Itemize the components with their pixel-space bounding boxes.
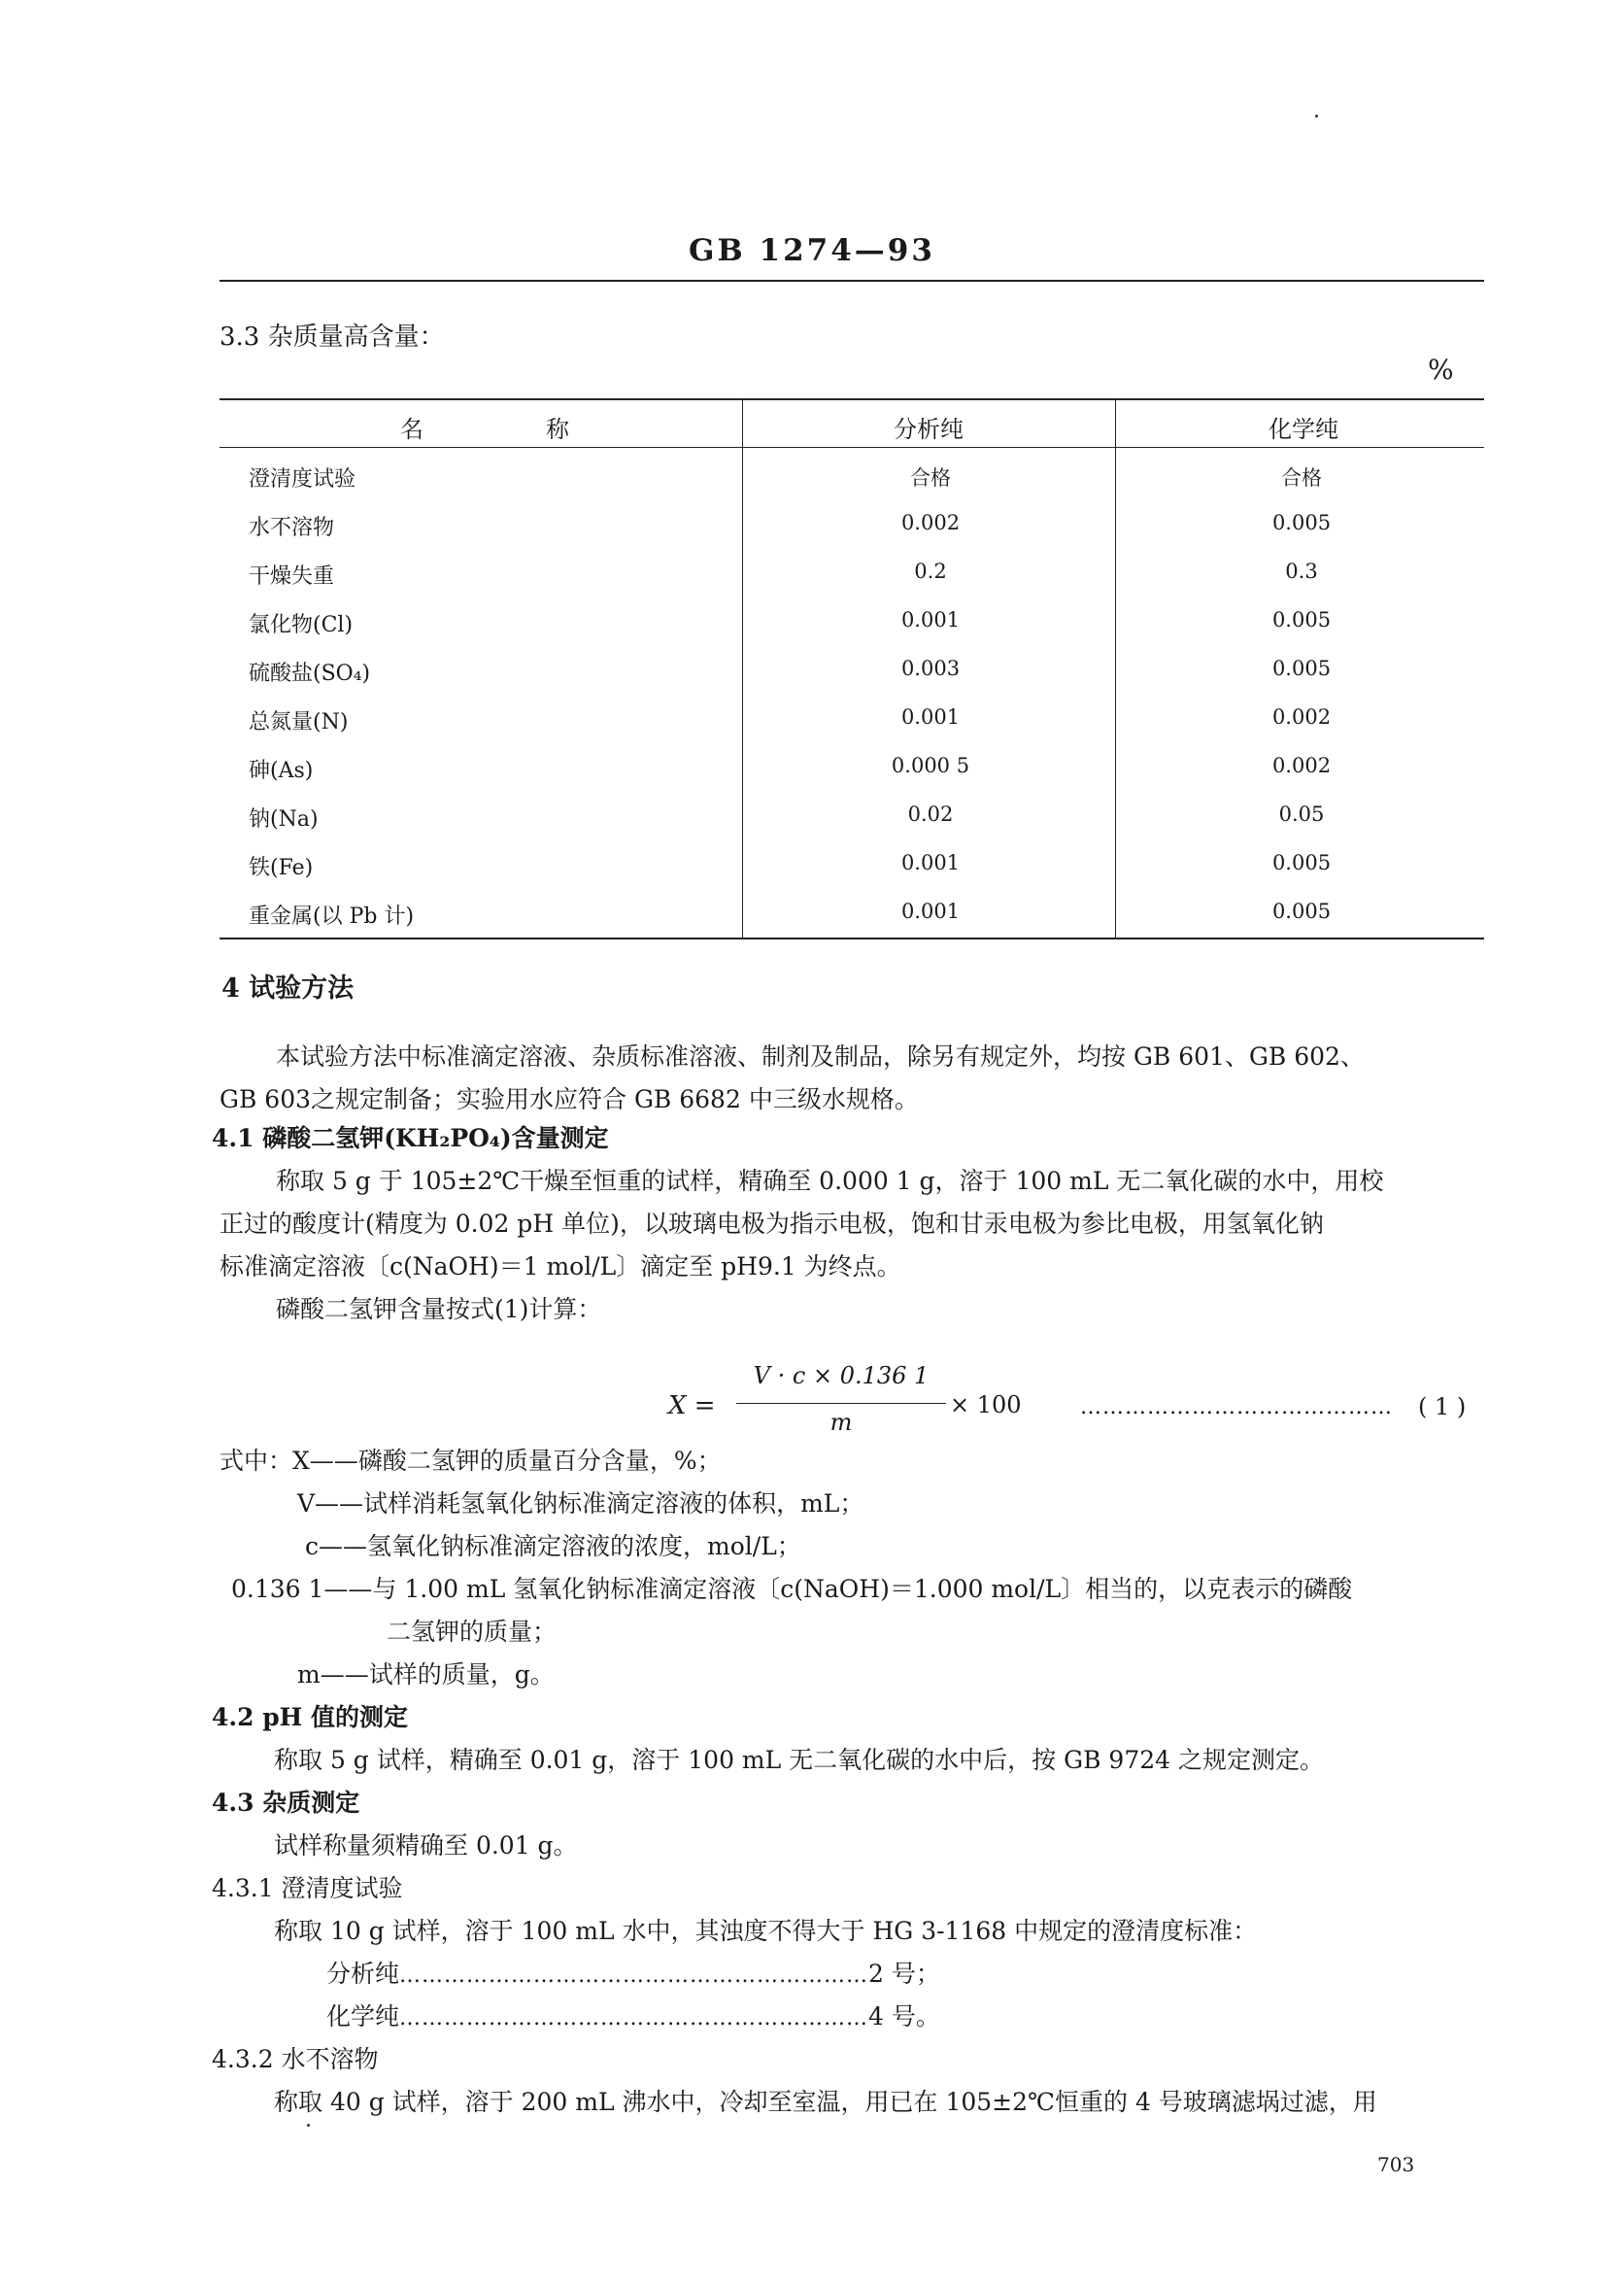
table-cell-name: 总氮量(N): [249, 710, 349, 734]
section-4-1-line-2: 正过的酸度计(精度为 0.02 pH 单位)，以玻璃电极为指示电极，饱和甘汞电极为参比电极，用氢氧化钠: [220, 1210, 1324, 1238]
section-4-3-2-line-1: 称取 40 g 试样，溶于 200 mL 沸水中，冷却至室温，用已在 105±2℃恒重的 4 号玻璃滤埚过滤，用: [274, 2088, 1377, 2116]
table-cell-ar: 0.001: [900, 900, 961, 923]
section-4-title: 4 试验方法: [221, 973, 355, 1004]
clarity-grade-label: 分析纯: [326, 1960, 400, 1988]
clarity-grade-label: 化学纯: [326, 2002, 400, 2031]
table-cell-cp: 0.002: [1271, 754, 1332, 777]
table-header-name-1: 名: [400, 416, 423, 443]
table-cell-ar: 0.02: [907, 802, 954, 826]
clarity-grade-leader: ………………………………………………………: [399, 1963, 869, 1988]
table-cell-ar: 0.001: [900, 851, 961, 874]
table-cell-name: 铁(Fe): [249, 856, 314, 880]
table-cell-name: 硫酸盐(SO₄): [249, 662, 371, 686]
table-cell-cp: 0.005: [1271, 657, 1332, 680]
table-cell-name: 重金属(以 Pb 计): [249, 905, 415, 929]
where-symbol: 式中：X——: [220, 1447, 358, 1475]
table-top-rule: [220, 398, 1484, 400]
table-col-divider-1: [742, 398, 743, 938]
table-cell-cp: 0.002: [1271, 705, 1332, 729]
table-cell-name: 水不溶物: [249, 516, 335, 540]
table-cell-name: 氯化物(Cl): [249, 613, 354, 637]
table-cell-cp: 0.005: [1271, 608, 1332, 631]
where-line-constant: [231, 1570, 1352, 1609]
section-4-paragraph-line-1: 本试验方法中标准滴定溶液、杂质标准溶液、制剂及制品，除另有规定外，均按 GB 601、GB 602、: [276, 1042, 1365, 1071]
table-bottom-rule: [220, 938, 1484, 939]
header-rule: [220, 280, 1484, 282]
table-cell-cp: 合格: [1281, 466, 1322, 490]
section-4-1-line-3: 标准滴定溶液〔c(NaOH)＝1 mol/L〕滴定至 pH9.1 为终点。: [220, 1252, 901, 1280]
section-4-3-1-title: 4.3.1 澄清度试验: [212, 1874, 403, 1902]
table-cell-cp: 0.005: [1271, 851, 1332, 874]
document-header: GB 1274—93: [689, 233, 935, 268]
where-text: 试样的质量，g。: [368, 1660, 555, 1689]
where-text: 二氢钾的质量；: [387, 1618, 558, 1646]
formula-lhs: X =: [668, 1391, 716, 1420]
section-4-3-title: 4.3 杂质测定: [212, 1789, 360, 1817]
table-cell-name: 澄清度试验: [249, 467, 356, 492]
formula-fraction-bar: [736, 1403, 946, 1404]
table-cell-cp: 0.005: [1271, 511, 1332, 534]
section-4-1-line-1: 称取 5 g 于 105±2℃干燥至恒重的试样，精确至 0.000 1 g，溶于 100 mL 无二氧化碳的水中，用校: [276, 1167, 1384, 1195]
table-cell-ar: 0.003: [900, 657, 961, 680]
table-cell-ar: 0.002: [900, 511, 961, 534]
section-4-paragraph-line-2: GB 603之规定制备；实验用水应符合 GB 6682 中三级水规格。: [220, 1085, 919, 1113]
table-cell-cp: 0.05: [1278, 802, 1325, 826]
section-4-1-line-4: 磷酸二氢钾含量按式(1)计算：: [276, 1295, 602, 1323]
table-cell-name: 砷(As): [249, 759, 314, 783]
clarity-grade-leader: ………………………………………………………: [399, 2006, 869, 2031]
section-4-2-title: 4.2 pH 值的测定: [212, 1703, 409, 1731]
table-cell-cp: 0.3: [1285, 560, 1318, 583]
where-symbol: m——: [297, 1660, 369, 1689]
section-4-1-title: 4.1 磷酸二氢钾(KH₂PO₄)含量测定: [212, 1124, 609, 1152]
where-symbol: 0.136 1——: [231, 1575, 373, 1603]
table-header-rule: [220, 447, 1484, 448]
section-4-3-1-line-1: 称取 10 g 试样，溶于 100 mL 水中，其浊度不得大于 HG 3-1168 中规定的澄清度标准：: [274, 1917, 1258, 1945]
table-header-ar: 分析纯: [894, 416, 964, 443]
formula-number: ( 1 ): [1418, 1393, 1467, 1420]
table-cell-ar: 合格: [910, 466, 951, 490]
table-cell-ar: 0.000 5: [891, 754, 970, 777]
clarity-grade-ar: [326, 1955, 940, 1996]
where-symbol: c——: [305, 1532, 368, 1560]
section-3-3-title: 3.3 杂质量高含量：: [220, 323, 445, 352]
table-cell-ar: 0.001: [900, 705, 961, 729]
section-4-3-2-title: 4.3.2 水不溶物: [212, 2045, 379, 2073]
unit-label: %: [1428, 354, 1454, 386]
where-line-constant-cont: [387, 1613, 557, 1652]
table-header-cp: 化学纯: [1269, 416, 1338, 443]
where-symbol: V——: [297, 1489, 364, 1518]
section-4-2-line-1: 称取 5 g 试样，精确至 0.01 g，溶于 100 mL 无二氧化碳的水中后，按 GB 9724 之规定测定。: [274, 1746, 1324, 1774]
where-line-m: [297, 1656, 555, 1694]
scan-speck: [1315, 115, 1318, 118]
table-cell-cp: 0.005: [1271, 900, 1332, 923]
table-cell-ar: 0.001: [900, 608, 961, 631]
where-text: 磷酸二氢钾的质量百分含量，%；: [357, 1447, 722, 1475]
where-line-v: [297, 1485, 863, 1523]
section-4-3-line-1: 试样称量须精确至 0.01 g。: [274, 1831, 578, 1860]
table-header-name-2: 称: [546, 416, 569, 443]
where-text: 与 1.00 mL 氢氧化钠标准滴定溶液〔c(NaOH)＝1.000 mol/L〕相当的，以克表示的磷酸: [372, 1575, 1353, 1603]
table-col-divider-2: [1115, 398, 1116, 938]
clarity-grade-cp: [326, 1997, 940, 2038]
where-line-c: [305, 1527, 801, 1566]
clarity-grade-value: 4 号。: [868, 2002, 940, 2031]
page-number: 703: [1377, 2153, 1415, 2176]
where-text: 试样消耗氢氧化钠标准滴定溶液的体积，mL；: [363, 1489, 864, 1518]
where-text: 氢氧化钠标准滴定溶液的浓度，mol/L；: [367, 1532, 801, 1560]
formula-leader: ……………………………………: [1080, 1395, 1393, 1419]
table-cell-name: 干燥失重: [249, 564, 335, 589]
clarity-grade-value: 2 号；: [868, 1960, 940, 1988]
formula-rhs: × 100: [950, 1391, 1022, 1418]
where-line-x: [220, 1442, 722, 1481]
table-cell-ar: 0.2: [914, 560, 947, 583]
formula-numerator: V · c × 0.136 1: [753, 1362, 930, 1389]
table-cell-name: 钠(Na): [249, 807, 319, 832]
scan-speck: [307, 2124, 310, 2127]
formula-denominator: m: [829, 1409, 853, 1436]
